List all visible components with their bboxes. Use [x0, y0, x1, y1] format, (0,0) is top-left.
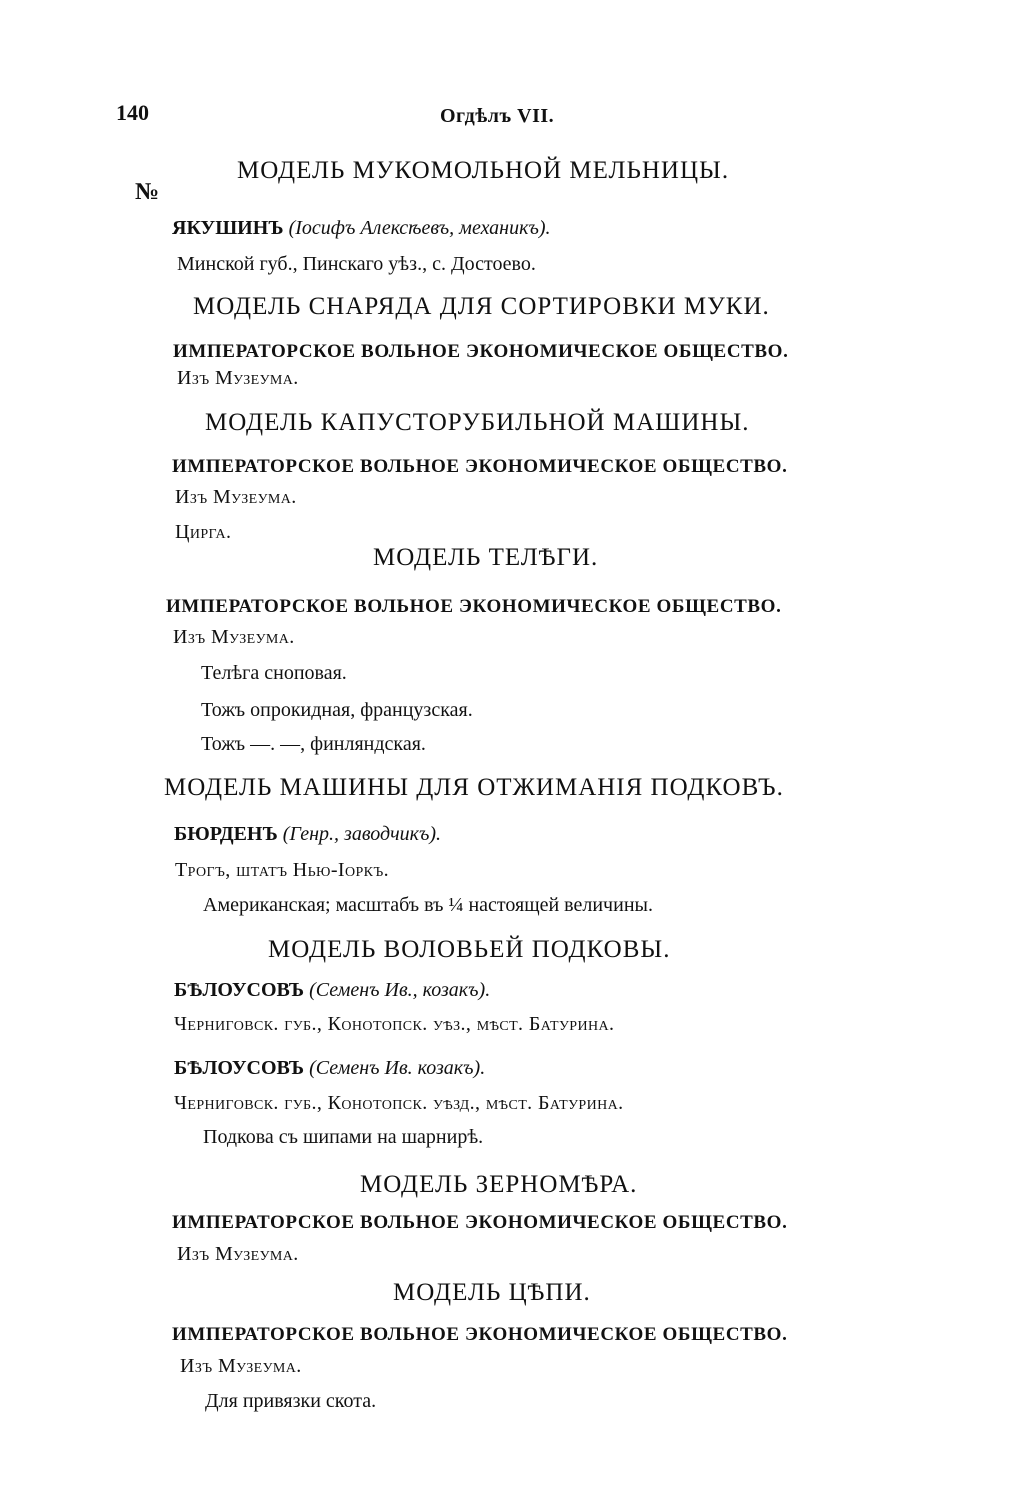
description-line: Для привязки скота.: [205, 1390, 377, 1412]
exhibitor-detail: (Семенъ Ив. козакъ).: [309, 1057, 486, 1079]
exhibitor-detail: (Генр., заводчикъ).: [282, 823, 442, 845]
location-line: Трогъ, штатъ Нью-Іоркъ.: [175, 859, 390, 881]
exhibitor-line: ИМПЕРАТОРСКОЕ ВОЛЬНОЕ ЭКОНОМИЧЕСКОЕ ОБЩЕСТВО.: [166, 596, 782, 617]
exhibitor-line: ИМПЕРАТОРСКОЕ ВОЛЬНОЕ ЭКОНОМИЧЕСКОЕ ОБЩЕСТВО.: [173, 341, 789, 362]
exhibitor-detail: (Семенъ Ив., козакъ).: [309, 979, 491, 1001]
exhibitor-name: ЯКУШИНЪ: [172, 217, 284, 239]
exhibitor-line: [174, 980, 490, 1000]
entry-title: МОДЕЛЬ ЗЕРНОМѢРА.: [360, 1171, 638, 1198]
entry-title: МОДЕЛЬ ВОЛОВЬЕЙ ПОДКОВЫ.: [268, 936, 671, 963]
source-line: Изъ Музеума.: [180, 1355, 302, 1377]
list-item: Тожъ —. —, финляндская.: [201, 733, 426, 755]
exhibitor-line: [172, 218, 551, 238]
entry-title: МОДЕЛЬ ТЕЛѢГИ.: [373, 544, 599, 571]
running-title: Огдѣлъ VII.: [440, 105, 555, 127]
number-sign: №: [135, 179, 160, 205]
entry-title: МОДЕЛЬ МАШИНЫ ДЛЯ ОТЖИМАНІЯ ПОДКОВЪ.: [164, 774, 784, 801]
entry-title: МОДЕЛЬ СНАРЯДА ДЛЯ СОРТИРОВКИ МУКИ.: [193, 293, 770, 320]
note-line: Цирга.: [175, 521, 232, 543]
exhibitor-line: [174, 824, 441, 844]
entry-title: МОДЕЛЬ ЦѢПИ.: [393, 1279, 591, 1306]
page-number: 140: [116, 100, 149, 125]
list-item: Тожъ опрокидная, французская.: [201, 699, 473, 721]
exhibitor-line: [174, 1058, 485, 1078]
entry-title: МОДЕЛЬ КАПУСТОРУБИЛЬНОЙ МАШИНЫ.: [205, 409, 750, 436]
entry-title: МОДЕЛЬ МУКОМОЛЬНОЙ МЕЛЬНИЦЫ.: [237, 157, 730, 184]
exhibitor-line: ИМПЕРАТОРСКОЕ ВОЛЬНОЕ ЭКОНОМИЧЕСКОЕ ОБЩЕСТВО.: [172, 456, 788, 477]
source-line: Изъ Музеума.: [173, 626, 295, 648]
description-line: Подкова съ шипами на шарнирѣ.: [203, 1126, 484, 1148]
description-line: Американская; масштабъ въ ¼ настоящей величины.: [203, 894, 653, 916]
exhibitor-detail: (Іосифъ Алексѣевъ, механикъ).: [288, 217, 551, 239]
exhibitor-line: ИМПЕРАТОРСКОЕ ВОЛЬНОЕ ЭКОНОМИЧЕСКОЕ ОБЩЕСТВО.: [172, 1324, 788, 1345]
list-item: Телѣга сноповая.: [201, 662, 347, 684]
source-line: Изъ Музеума.: [177, 1243, 299, 1265]
exhibitor-name: БЮРДЕНЪ: [174, 823, 278, 845]
location-line: Минской губ., Пинскаго уѣз., с. Достоево.: [177, 253, 536, 275]
exhibitor-line: ИМПЕРАТОРСКОЕ ВОЛЬНОЕ ЭКОНОМИЧЕСКОЕ ОБЩЕСТВО.: [172, 1212, 788, 1233]
location-line: Черниговск. губ., Конотопск. уѣз., мѣст. Батурина.: [174, 1013, 615, 1035]
location-line: Черниговск. губ., Конотопск. уѣзд., мѣст. Батурина.: [174, 1092, 624, 1114]
exhibitor-name: БѢЛОУСОВЪ: [174, 1057, 305, 1079]
exhibitor-name: БѢЛОУСОВЪ: [174, 979, 305, 1001]
source-line: Изъ Музеума.: [175, 486, 297, 508]
source-line: Изъ Музеума.: [177, 367, 299, 389]
